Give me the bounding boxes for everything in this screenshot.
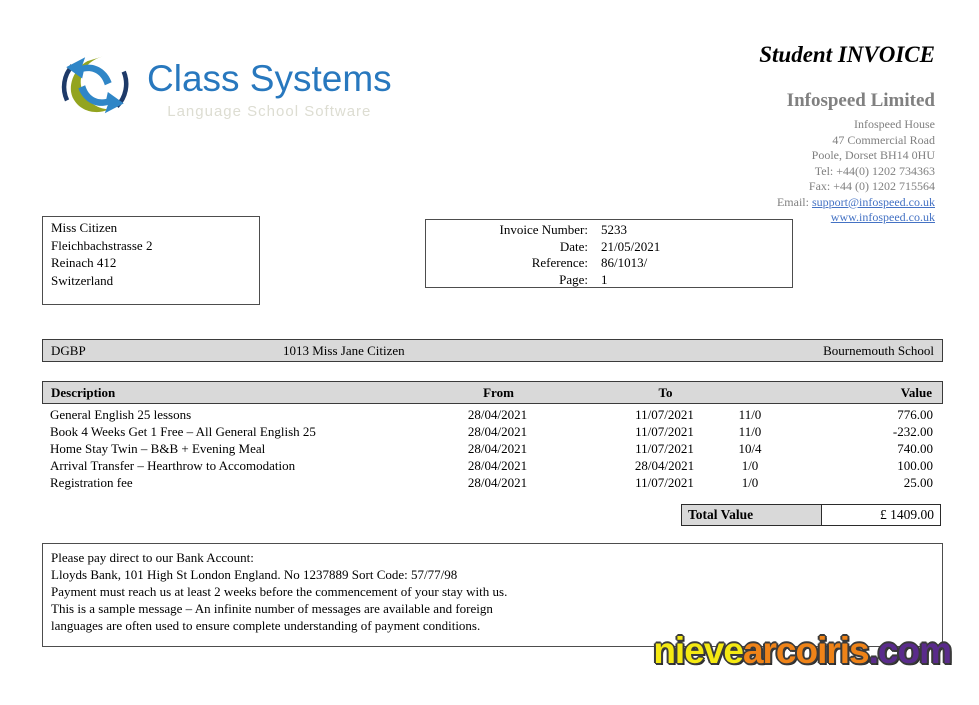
customer-name: Miss Citizen [51,220,118,235]
student-reference: 1013 Miss Jane Citizen [283,342,405,358]
header-from: From [483,384,514,400]
total-value: £ 1409.00 [822,505,940,525]
table-row [42,440,943,457]
table-row [42,474,943,491]
item-description: Home Stay Twin – B&B + Evening Meal [50,441,266,456]
invoice-reference-value: 86/1013/ [601,255,648,270]
invoice-meta-box [425,219,793,288]
customer-address-line: Reinach 412 [51,255,117,270]
item-description: Arrival Transfer – Hearthrow to Accomodation [50,458,296,473]
company-phone-line: Tel: +44(0) 1202 734363 [814,163,935,178]
class-systems-logo [55,52,392,120]
invoice-page-row [426,272,792,289]
watermark-part-arcoiris: arcoiris [742,630,869,671]
item-to-date: 28/04/2021 [634,458,695,473]
header-description: Description [51,384,116,400]
invoice-date-label: Date: [559,238,588,254]
item-value: 100.00 [897,458,933,473]
payment-note-line: Lloyds Bank, 101 High St London England. No 1237889 Sort Code: 57/77/98 [51,567,458,582]
header-to: To [658,384,673,400]
table-row [42,406,943,423]
item-from-date: 28/04/2021 [467,424,528,439]
item-to-date: 11/07/2021 [635,475,694,490]
item-value: 740.00 [897,441,933,456]
payment-note-line: languages are often used to ensure complete understanding of payment conditions. [51,618,481,633]
email-label: Email: [776,194,812,209]
total-label: Total Value [682,505,822,525]
payment-note-line: This is a sample message – An infinite number of messages are available and foreign [51,601,493,616]
item-value: -232.00 [892,424,933,439]
class-systems-logo-icon [55,52,135,120]
invoice-date-value: 21/05/2021 [601,238,661,254]
invoice-page-label: Page: [559,271,588,287]
company-name: Infospeed Limited [786,90,935,111]
item-from-date: 28/04/2021 [467,458,528,473]
company-address-line: Infospeed House [854,117,935,131]
company-address-line: 47 Commercial Road [832,132,935,147]
item-description: Book 4 Weeks Get 1 Free – All General English 25 [50,424,316,439]
website-link[interactable]: www.infospeed.co.uk [830,210,935,224]
item-to-date: 11/07/2021 [635,424,694,439]
invoice-number-row [426,222,792,239]
item-quantity: 11/0 [738,424,762,439]
item-description: Registration fee [50,475,133,490]
watermark-nievearcoiris [653,632,951,669]
table-row [42,423,943,440]
item-from-date: 28/04/2021 [467,475,528,490]
item-quantity: 10/4 [738,441,762,456]
document-title: Student INVOICE [759,42,935,67]
invoice-number-value: 5233 [601,222,627,237]
invoice-reference-label: Reference: [531,255,588,270]
logo-wordmark: Class Systems [147,58,392,99]
customer-country: Switzerland [51,272,114,288]
company-fax-line: Fax: +44 (0) 1202 715564 [808,179,935,193]
currency-code: DGBP [51,342,86,358]
table-header [42,381,943,404]
customer-address-box [42,216,260,305]
logo-tagline: Language School Software [167,103,372,120]
company-website-line [777,210,935,226]
account-bar [42,339,943,362]
item-description: General English 25 lessons [50,407,192,422]
item-from-date: 28/04/2021 [467,441,528,456]
item-quantity: 1/0 [741,475,759,490]
item-from-date: 28/04/2021 [467,407,528,422]
item-quantity: 11/0 [738,407,762,422]
item-quantity: 1/0 [741,458,759,473]
table-row [42,457,943,474]
customer-address-line: Fleichbachstrasse 2 [51,237,153,253]
item-value: 25.00 [903,475,933,490]
invoice-date-row [426,239,792,256]
invoice-number-label: Invoice Number: [499,222,588,237]
payment-note-line: Please pay direct to our Bank Account: [51,550,254,565]
header-value: Value [900,384,932,400]
watermark-part-com: .com [868,630,951,671]
email-link[interactable]: support@infospeed.co.uk [811,194,935,209]
watermark-part-nieve: nieve [653,630,743,671]
item-to-date: 11/07/2021 [635,407,694,422]
invoice-reference-row [426,255,792,272]
item-to-date: 11/07/2021 [635,441,694,456]
company-address-line: Poole, Dorset BH14 0HU [811,148,935,162]
payment-note-line: Payment must reach us at least 2 weeks before the commencement of your stay with us. [51,584,508,599]
total-row [681,504,941,526]
invoice-line-items [42,406,943,491]
school-name: Bournemouth School [823,342,934,358]
company-header [777,90,935,226]
company-email-line [777,195,935,211]
item-value: 776.00 [897,407,933,422]
invoice-page-value: 1 [601,271,608,287]
